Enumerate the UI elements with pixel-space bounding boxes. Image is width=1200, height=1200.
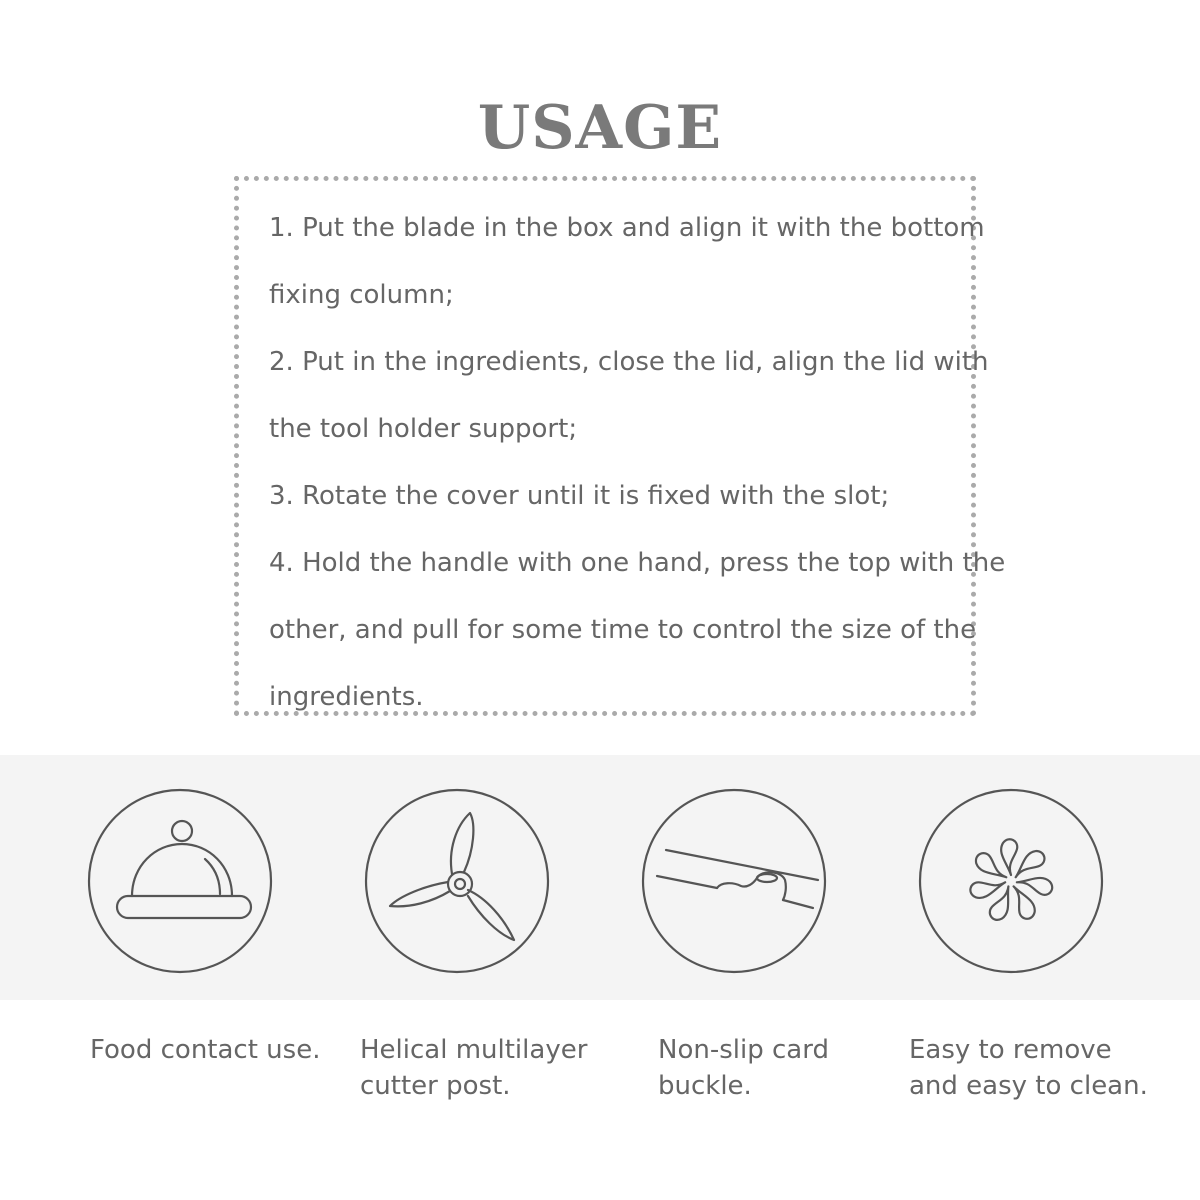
usage-line: the tool holder support;: [269, 414, 578, 444]
page-title: USAGE: [477, 93, 723, 163]
propeller-blade-icon: [364, 788, 550, 974]
card-buckle-icon: [641, 788, 827, 974]
usage-line: 4. Hold the handle with one hand, press the top with the: [269, 548, 1006, 578]
food-cloche-icon: [87, 788, 273, 974]
usage-instructions-box: [234, 176, 1006, 716]
feature-caption-card-buckle: Non-slip card buckle.: [658, 1035, 829, 1101]
feature-caption-food-contact: Food contact use.: [90, 1035, 321, 1065]
swirl-clean-icon: [918, 788, 1104, 974]
usage-line: other, and pull for some time to control the size of the: [269, 615, 977, 645]
feature-caption-easy-clean: Easy to remove and easy to clean.: [909, 1035, 1148, 1101]
usage-line: ingredients.: [269, 682, 424, 712]
usage-line: 3. Rotate the cover until it is fixed with the slot;: [269, 481, 890, 511]
usage-line: 1. Put the blade in the box and align it with the bottom: [269, 213, 985, 243]
usage-line: fixing column;: [269, 280, 454, 310]
feature-caption-cutter-post: Helical multilayer cutter post.: [360, 1035, 588, 1101]
usage-line: 2. Put in the ingredients, close the lid, align the lid with: [269, 347, 989, 377]
